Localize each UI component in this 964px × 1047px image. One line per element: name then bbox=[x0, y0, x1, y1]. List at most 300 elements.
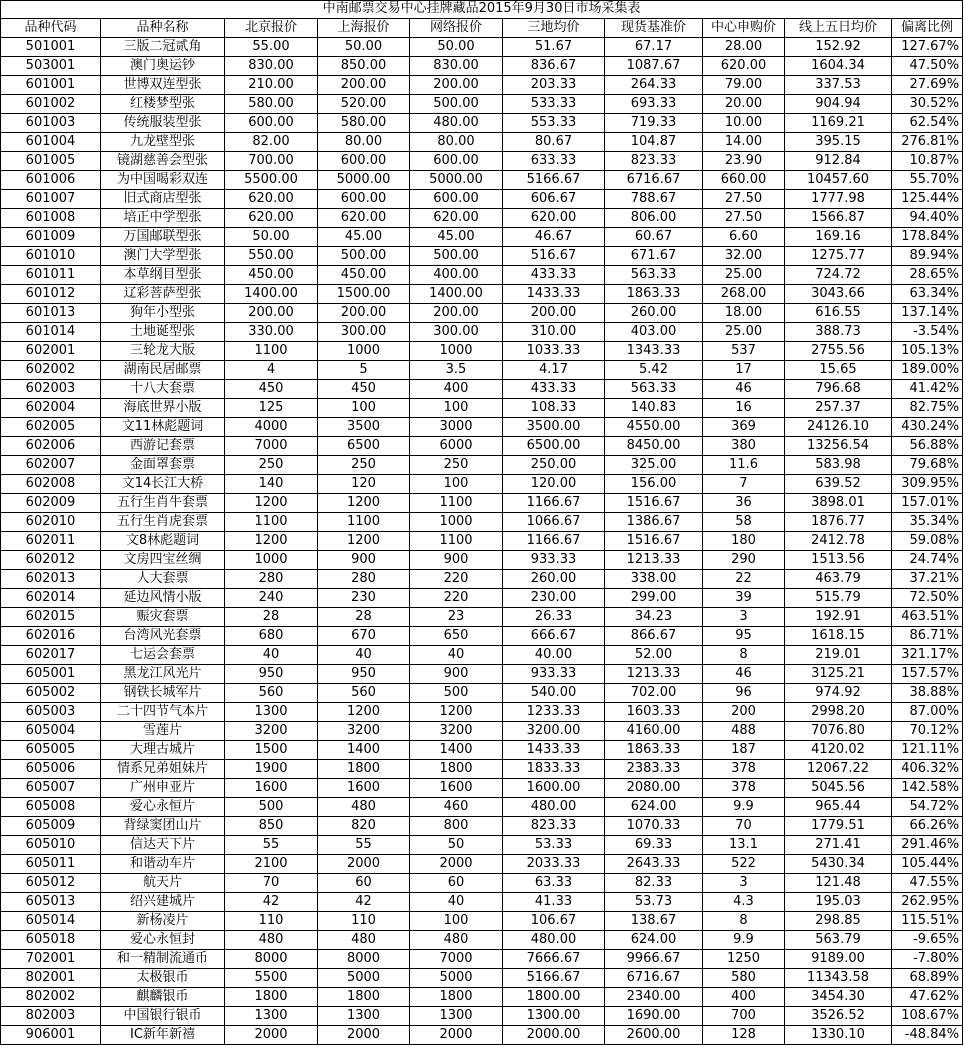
cell-deviation: 115.51% bbox=[892, 911, 963, 930]
table-row bbox=[1, 189, 963, 208]
cell-name: 三版二冠贰角 bbox=[101, 37, 225, 56]
cell-spot-benchmark: 67.17 bbox=[605, 37, 703, 56]
cell-shanghai-price: 520.00 bbox=[318, 94, 410, 113]
table-row bbox=[1, 797, 963, 816]
cell-center-subscription: 79.00 bbox=[703, 75, 785, 94]
cell-name: 三轮龙大版 bbox=[101, 341, 225, 360]
cell-five-day-avg: 9189.00 bbox=[785, 949, 892, 968]
table-row bbox=[1, 930, 963, 949]
cell-online-price: 7000 bbox=[410, 949, 503, 968]
table-row bbox=[1, 987, 963, 1006]
cell-five-day-avg: 337.53 bbox=[785, 75, 892, 94]
cell-shanghai-price: 1000 bbox=[318, 341, 410, 360]
cell-beijing-price: 140 bbox=[225, 474, 318, 493]
cell-three-city-avg: 46.67 bbox=[503, 227, 605, 246]
cell-spot-benchmark: 563.33 bbox=[605, 379, 703, 398]
cell-spot-benchmark: 693.33 bbox=[605, 94, 703, 113]
table-row bbox=[1, 550, 963, 569]
cell-code: 601004 bbox=[1, 132, 101, 151]
table-row bbox=[1, 417, 963, 436]
table-row bbox=[1, 170, 963, 189]
cell-code: 605007 bbox=[1, 778, 101, 797]
cell-spot-benchmark: 1863.33 bbox=[605, 284, 703, 303]
cell-online-price: 900 bbox=[410, 550, 503, 569]
cell-online-price: 3000 bbox=[410, 417, 503, 436]
cell-shanghai-price: 820 bbox=[318, 816, 410, 835]
cell-name: 台湾风光套票 bbox=[101, 626, 225, 645]
cell-shanghai-price: 50.00 bbox=[318, 37, 410, 56]
cell-center-subscription: 580 bbox=[703, 968, 785, 987]
cell-name: 镜湖慈善会型张 bbox=[101, 151, 225, 170]
table-row bbox=[1, 455, 963, 474]
cell-name: 爱心永恒片 bbox=[101, 797, 225, 816]
cell-name: 人大套票 bbox=[101, 569, 225, 588]
cell-spot-benchmark: 69.33 bbox=[605, 835, 703, 854]
cell-center-subscription: 180 bbox=[703, 531, 785, 550]
cell-spot-benchmark: 138.67 bbox=[605, 911, 703, 930]
cell-name: 二十四节气本片 bbox=[101, 702, 225, 721]
cell-online-price: 100 bbox=[410, 474, 503, 493]
cell-spot-benchmark: 2080.00 bbox=[605, 778, 703, 797]
cell-spot-benchmark: 823.33 bbox=[605, 151, 703, 170]
cell-code: 601001 bbox=[1, 75, 101, 94]
cell-five-day-avg: 2412.78 bbox=[785, 531, 892, 550]
cell-code: 601002 bbox=[1, 94, 101, 113]
cell-shanghai-price: 5 bbox=[318, 360, 410, 379]
cell-name: 麒麟银币 bbox=[101, 987, 225, 1006]
cell-three-city-avg: 106.67 bbox=[503, 911, 605, 930]
cell-code: 602017 bbox=[1, 645, 101, 664]
cell-deviation: 189.00% bbox=[892, 360, 963, 379]
cell-online-price: 300.00 bbox=[410, 322, 503, 341]
header-shanghai-price: 上海报价 bbox=[318, 18, 410, 37]
cell-spot-benchmark: 624.00 bbox=[605, 930, 703, 949]
cell-beijing-price: 700.00 bbox=[225, 151, 318, 170]
cell-deviation: 70.12% bbox=[892, 721, 963, 740]
cell-name: 文11林彪题词 bbox=[101, 417, 225, 436]
cell-three-city-avg: 1166.67 bbox=[503, 531, 605, 550]
cell-three-city-avg: 1066.67 bbox=[503, 512, 605, 531]
cell-three-city-avg: 620.00 bbox=[503, 208, 605, 227]
cell-shanghai-price: 3200 bbox=[318, 721, 410, 740]
cell-shanghai-price: 480 bbox=[318, 797, 410, 816]
cell-center-subscription: 18.00 bbox=[703, 303, 785, 322]
cell-five-day-avg: 583.98 bbox=[785, 455, 892, 474]
cell-code: 605002 bbox=[1, 683, 101, 702]
cell-shanghai-price: 55 bbox=[318, 835, 410, 854]
cell-deviation: 105.13% bbox=[892, 341, 963, 360]
cell-spot-benchmark: 1343.33 bbox=[605, 341, 703, 360]
cell-spot-benchmark: 1516.67 bbox=[605, 531, 703, 550]
cell-center-subscription: 3 bbox=[703, 873, 785, 892]
cell-five-day-avg: 195.03 bbox=[785, 892, 892, 911]
table-row bbox=[1, 246, 963, 265]
cell-center-subscription: 9.9 bbox=[703, 797, 785, 816]
cell-five-day-avg: 1779.51 bbox=[785, 816, 892, 835]
cell-code: 602006 bbox=[1, 436, 101, 455]
table-row bbox=[1, 493, 963, 512]
cell-spot-benchmark: 60.67 bbox=[605, 227, 703, 246]
cell-online-price: 50.00 bbox=[410, 37, 503, 56]
cell-spot-benchmark: 403.00 bbox=[605, 322, 703, 341]
cell-deviation: 157.57% bbox=[892, 664, 963, 683]
cell-name: 大理古城片 bbox=[101, 740, 225, 759]
cell-online-price: 620.00 bbox=[410, 208, 503, 227]
cell-code: 605013 bbox=[1, 892, 101, 911]
cell-deviation: 62.54% bbox=[892, 113, 963, 132]
cell-five-day-avg: 1566.87 bbox=[785, 208, 892, 227]
cell-three-city-avg: 633.33 bbox=[503, 151, 605, 170]
cell-online-price: 1800 bbox=[410, 987, 503, 1006]
cell-deviation: 157.01% bbox=[892, 493, 963, 512]
cell-deviation: 291.46% bbox=[892, 835, 963, 854]
cell-code: 605011 bbox=[1, 854, 101, 873]
cell-online-price: 50 bbox=[410, 835, 503, 854]
cell-five-day-avg: 3454.30 bbox=[785, 987, 892, 1006]
cell-shanghai-price: 5000.00 bbox=[318, 170, 410, 189]
cell-center-subscription: 96 bbox=[703, 683, 785, 702]
cell-code: 605014 bbox=[1, 911, 101, 930]
cell-beijing-price: 200.00 bbox=[225, 303, 318, 322]
cell-name: 和谐动车片 bbox=[101, 854, 225, 873]
cell-name: 情系兄弟姐妹片 bbox=[101, 759, 225, 778]
cell-shanghai-price: 1800 bbox=[318, 987, 410, 1006]
cell-online-price: 220 bbox=[410, 588, 503, 607]
cell-center-subscription: 378 bbox=[703, 778, 785, 797]
cell-beijing-price: 2100 bbox=[225, 854, 318, 873]
cell-five-day-avg: 1876.77 bbox=[785, 512, 892, 531]
cell-shanghai-price: 670 bbox=[318, 626, 410, 645]
cell-spot-benchmark: 82.33 bbox=[605, 873, 703, 892]
table-row bbox=[1, 607, 963, 626]
cell-online-price: 45.00 bbox=[410, 227, 503, 246]
cell-online-price: 250 bbox=[410, 455, 503, 474]
cell-code: 602008 bbox=[1, 474, 101, 493]
cell-three-city-avg: 823.33 bbox=[503, 816, 605, 835]
cell-name: 文8林彪题词 bbox=[101, 531, 225, 550]
cell-shanghai-price: 3500 bbox=[318, 417, 410, 436]
cell-center-subscription: 46 bbox=[703, 664, 785, 683]
cell-deviation: 137.14% bbox=[892, 303, 963, 322]
cell-three-city-avg: 200.00 bbox=[503, 303, 605, 322]
cell-spot-benchmark: 9966.67 bbox=[605, 949, 703, 968]
cell-beijing-price: 4 bbox=[225, 360, 318, 379]
cell-shanghai-price: 450.00 bbox=[318, 265, 410, 284]
cell-beijing-price: 830.00 bbox=[225, 56, 318, 75]
header-three-city-avg: 三地均价 bbox=[503, 18, 605, 37]
cell-shanghai-price: 1600 bbox=[318, 778, 410, 797]
cell-name: 传统服装型张 bbox=[101, 113, 225, 132]
cell-center-subscription: 3 bbox=[703, 607, 785, 626]
cell-three-city-avg: 310.00 bbox=[503, 322, 605, 341]
cell-code: 802001 bbox=[1, 968, 101, 987]
cell-five-day-avg: 563.79 bbox=[785, 930, 892, 949]
table-row bbox=[1, 94, 963, 113]
cell-code: 601011 bbox=[1, 265, 101, 284]
cell-shanghai-price: 1400 bbox=[318, 740, 410, 759]
cell-center-subscription: 9.9 bbox=[703, 930, 785, 949]
cell-five-day-avg: 2998.20 bbox=[785, 702, 892, 721]
cell-deviation: 79.68% bbox=[892, 455, 963, 474]
table-row bbox=[1, 949, 963, 968]
cell-three-city-avg: 3500.00 bbox=[503, 417, 605, 436]
cell-name: 太极银币 bbox=[101, 968, 225, 987]
cell-deviation: 89.94% bbox=[892, 246, 963, 265]
cell-deviation: 54.72% bbox=[892, 797, 963, 816]
table-row bbox=[1, 379, 963, 398]
cell-beijing-price: 42 bbox=[225, 892, 318, 911]
table-row bbox=[1, 531, 963, 550]
cell-five-day-avg: 395.15 bbox=[785, 132, 892, 151]
cell-shanghai-price: 950 bbox=[318, 664, 410, 683]
cell-center-subscription: 27.50 bbox=[703, 189, 785, 208]
cell-three-city-avg: 203.33 bbox=[503, 75, 605, 94]
cell-spot-benchmark: 563.33 bbox=[605, 265, 703, 284]
cell-five-day-avg: 1618.15 bbox=[785, 626, 892, 645]
cell-five-day-avg: 965.44 bbox=[785, 797, 892, 816]
cell-three-city-avg: 120.00 bbox=[503, 474, 605, 493]
cell-three-city-avg: 1033.33 bbox=[503, 341, 605, 360]
cell-three-city-avg: 5166.67 bbox=[503, 968, 605, 987]
cell-three-city-avg: 230.00 bbox=[503, 588, 605, 607]
cell-three-city-avg: 1433.33 bbox=[503, 284, 605, 303]
cell-code: 602004 bbox=[1, 398, 101, 417]
sheet-title: 中南邮票交易中心挂牌藏品2015年9月30日市场采集表 bbox=[1, 1, 963, 19]
cell-name: 钢铁长城军片 bbox=[101, 683, 225, 702]
cell-spot-benchmark: 6716.67 bbox=[605, 968, 703, 987]
cell-five-day-avg: 515.79 bbox=[785, 588, 892, 607]
cell-five-day-avg: 1604.34 bbox=[785, 56, 892, 75]
table-row bbox=[1, 911, 963, 930]
cell-spot-benchmark: 338.00 bbox=[605, 569, 703, 588]
cell-five-day-avg: 1169.21 bbox=[785, 113, 892, 132]
cell-online-price: 80.00 bbox=[410, 132, 503, 151]
cell-code: 601005 bbox=[1, 151, 101, 170]
cell-name: 本草纲目型张 bbox=[101, 265, 225, 284]
cell-beijing-price: 55 bbox=[225, 835, 318, 854]
table-row bbox=[1, 1025, 963, 1044]
cell-online-price: 220 bbox=[410, 569, 503, 588]
cell-center-subscription: 4.3 bbox=[703, 892, 785, 911]
header-name: 品种名称 bbox=[101, 18, 225, 37]
cell-center-subscription: 6.60 bbox=[703, 227, 785, 246]
cell-center-subscription: 378 bbox=[703, 759, 785, 778]
cell-spot-benchmark: 2600.00 bbox=[605, 1025, 703, 1044]
cell-code: 602007 bbox=[1, 455, 101, 474]
cell-name: 红楼梦型张 bbox=[101, 94, 225, 113]
cell-deviation: 63.34% bbox=[892, 284, 963, 303]
cell-five-day-avg: 24126.10 bbox=[785, 417, 892, 436]
cell-shanghai-price: 200.00 bbox=[318, 303, 410, 322]
cell-name: 绍兴建城片 bbox=[101, 892, 225, 911]
cell-spot-benchmark: 6716.67 bbox=[605, 170, 703, 189]
cell-shanghai-price: 230 bbox=[318, 588, 410, 607]
cell-deviation: 86.71% bbox=[892, 626, 963, 645]
cell-beijing-price: 5500.00 bbox=[225, 170, 318, 189]
cell-five-day-avg: 219.01 bbox=[785, 645, 892, 664]
cell-shanghai-price: 560 bbox=[318, 683, 410, 702]
cell-center-subscription: 1250 bbox=[703, 949, 785, 968]
cell-three-city-avg: 250.00 bbox=[503, 455, 605, 474]
table-row bbox=[1, 398, 963, 417]
cell-online-price: 500.00 bbox=[410, 246, 503, 265]
cell-center-subscription: 14.00 bbox=[703, 132, 785, 151]
table-row bbox=[1, 588, 963, 607]
cell-spot-benchmark: 866.67 bbox=[605, 626, 703, 645]
cell-spot-benchmark: 1386.67 bbox=[605, 512, 703, 531]
cell-beijing-price: 500 bbox=[225, 797, 318, 816]
cell-five-day-avg: 1777.98 bbox=[785, 189, 892, 208]
cell-three-city-avg: 26.33 bbox=[503, 607, 605, 626]
cell-beijing-price: 50.00 bbox=[225, 227, 318, 246]
cell-three-city-avg: 2033.33 bbox=[503, 854, 605, 873]
table-row bbox=[1, 208, 963, 227]
cell-name: 十八大套票 bbox=[101, 379, 225, 398]
cell-five-day-avg: 3125.21 bbox=[785, 664, 892, 683]
cell-shanghai-price: 28 bbox=[318, 607, 410, 626]
cell-name: 五行生肖虎套票 bbox=[101, 512, 225, 531]
cell-shanghai-price: 1300 bbox=[318, 1006, 410, 1025]
cell-online-price: 5000.00 bbox=[410, 170, 503, 189]
cell-center-subscription: 380 bbox=[703, 436, 785, 455]
cell-three-city-avg: 1600.00 bbox=[503, 778, 605, 797]
cell-deviation: 142.58% bbox=[892, 778, 963, 797]
cell-code: 802003 bbox=[1, 1006, 101, 1025]
cell-deviation: 309.95% bbox=[892, 474, 963, 493]
cell-beijing-price: 550.00 bbox=[225, 246, 318, 265]
cell-beijing-price: 3200 bbox=[225, 721, 318, 740]
cell-three-city-avg: 53.33 bbox=[503, 835, 605, 854]
cell-three-city-avg: 433.33 bbox=[503, 379, 605, 398]
cell-three-city-avg: 40.00 bbox=[503, 645, 605, 664]
cell-three-city-avg: 63.33 bbox=[503, 873, 605, 892]
cell-center-subscription: 268.00 bbox=[703, 284, 785, 303]
cell-code: 601012 bbox=[1, 284, 101, 303]
cell-center-subscription: 28.00 bbox=[703, 37, 785, 56]
cell-shanghai-price: 1200 bbox=[318, 493, 410, 512]
cell-code: 602009 bbox=[1, 493, 101, 512]
cell-name: 澳门大学型张 bbox=[101, 246, 225, 265]
table-row bbox=[1, 303, 963, 322]
table-row bbox=[1, 683, 963, 702]
cell-five-day-avg: 271.41 bbox=[785, 835, 892, 854]
cell-three-city-avg: 516.67 bbox=[503, 246, 605, 265]
cell-shanghai-price: 480 bbox=[318, 930, 410, 949]
cell-center-subscription: 16 bbox=[703, 398, 785, 417]
cell-three-city-avg: 260.00 bbox=[503, 569, 605, 588]
cell-five-day-avg: 152.92 bbox=[785, 37, 892, 56]
cell-deviation: -3.54% bbox=[892, 322, 963, 341]
cell-three-city-avg: 1233.33 bbox=[503, 702, 605, 721]
cell-shanghai-price: 60 bbox=[318, 873, 410, 892]
cell-code: 602002 bbox=[1, 360, 101, 379]
cell-beijing-price: 1900 bbox=[225, 759, 318, 778]
cell-center-subscription: 25.00 bbox=[703, 322, 785, 341]
cell-shanghai-price: 250 bbox=[318, 455, 410, 474]
header-spot-benchmark: 现货基准价 bbox=[605, 18, 703, 37]
cell-name: 土地诞型张 bbox=[101, 322, 225, 341]
cell-code: 605012 bbox=[1, 873, 101, 892]
header-row bbox=[1, 18, 963, 37]
cell-shanghai-price: 850.00 bbox=[318, 56, 410, 75]
cell-online-price: 6000 bbox=[410, 436, 503, 455]
cell-beijing-price: 330.00 bbox=[225, 322, 318, 341]
cell-center-subscription: 70 bbox=[703, 816, 785, 835]
cell-code: 601003 bbox=[1, 113, 101, 132]
cell-beijing-price: 1800 bbox=[225, 987, 318, 1006]
cell-deviation: 59.08% bbox=[892, 531, 963, 550]
cell-spot-benchmark: 1516.67 bbox=[605, 493, 703, 512]
cell-spot-benchmark: 156.00 bbox=[605, 474, 703, 493]
cell-three-city-avg: 7666.67 bbox=[503, 949, 605, 968]
cell-beijing-price: 620.00 bbox=[225, 208, 318, 227]
cell-online-price: 5000 bbox=[410, 968, 503, 987]
table-row bbox=[1, 37, 963, 56]
cell-center-subscription: 58 bbox=[703, 512, 785, 531]
cell-center-subscription: 660.00 bbox=[703, 170, 785, 189]
cell-center-subscription: 369 bbox=[703, 417, 785, 436]
cell-code: 602012 bbox=[1, 550, 101, 569]
cell-code: 503001 bbox=[1, 56, 101, 75]
cell-online-price: 1000 bbox=[410, 341, 503, 360]
table-row bbox=[1, 436, 963, 455]
cell-beijing-price: 125 bbox=[225, 398, 318, 417]
cell-five-day-avg: 3526.52 bbox=[785, 1006, 892, 1025]
cell-name: 文14长江大桥 bbox=[101, 474, 225, 493]
cell-beijing-price: 7000 bbox=[225, 436, 318, 455]
cell-spot-benchmark: 325.00 bbox=[605, 455, 703, 474]
cell-five-day-avg: 904.94 bbox=[785, 94, 892, 113]
cell-beijing-price: 1100 bbox=[225, 512, 318, 531]
cell-beijing-price: 5500 bbox=[225, 968, 318, 987]
cell-five-day-avg: 463.79 bbox=[785, 569, 892, 588]
cell-online-price: 3200 bbox=[410, 721, 503, 740]
cell-online-price: 400 bbox=[410, 379, 503, 398]
cell-deviation: 406.32% bbox=[892, 759, 963, 778]
cell-name: 黑龙江风光片 bbox=[101, 664, 225, 683]
cell-online-price: 480 bbox=[410, 930, 503, 949]
cell-center-subscription: 128 bbox=[703, 1025, 785, 1044]
cell-name: 万国邮联型张 bbox=[101, 227, 225, 246]
cell-name: 旧式商店型张 bbox=[101, 189, 225, 208]
cell-three-city-avg: 6500.00 bbox=[503, 436, 605, 455]
cell-deviation: 47.62% bbox=[892, 987, 963, 1006]
cell-shanghai-price: 600.00 bbox=[318, 151, 410, 170]
cell-beijing-price: 2000 bbox=[225, 1025, 318, 1044]
cell-three-city-avg: 51.67 bbox=[503, 37, 605, 56]
cell-online-price: 2000 bbox=[410, 1025, 503, 1044]
cell-shanghai-price: 500.00 bbox=[318, 246, 410, 265]
table-row bbox=[1, 854, 963, 873]
cell-beijing-price: 580.00 bbox=[225, 94, 318, 113]
cell-online-price: 600.00 bbox=[410, 189, 503, 208]
cell-center-subscription: 700 bbox=[703, 1006, 785, 1025]
cell-shanghai-price: 600.00 bbox=[318, 189, 410, 208]
cell-spot-benchmark: 2340.00 bbox=[605, 987, 703, 1006]
header-center-subscription: 中心申购价 bbox=[703, 18, 785, 37]
cell-deviation: 30.52% bbox=[892, 94, 963, 113]
cell-center-subscription: 25.00 bbox=[703, 265, 785, 284]
cell-beijing-price: 450.00 bbox=[225, 265, 318, 284]
table-row bbox=[1, 816, 963, 835]
cell-spot-benchmark: 1690.00 bbox=[605, 1006, 703, 1025]
cell-shanghai-price: 110 bbox=[318, 911, 410, 930]
cell-deviation: -9.65% bbox=[892, 930, 963, 949]
cell-five-day-avg: 4120.02 bbox=[785, 740, 892, 759]
cell-code: 601010 bbox=[1, 246, 101, 265]
cell-shanghai-price: 1200 bbox=[318, 702, 410, 721]
cell-center-subscription: 13.1 bbox=[703, 835, 785, 854]
